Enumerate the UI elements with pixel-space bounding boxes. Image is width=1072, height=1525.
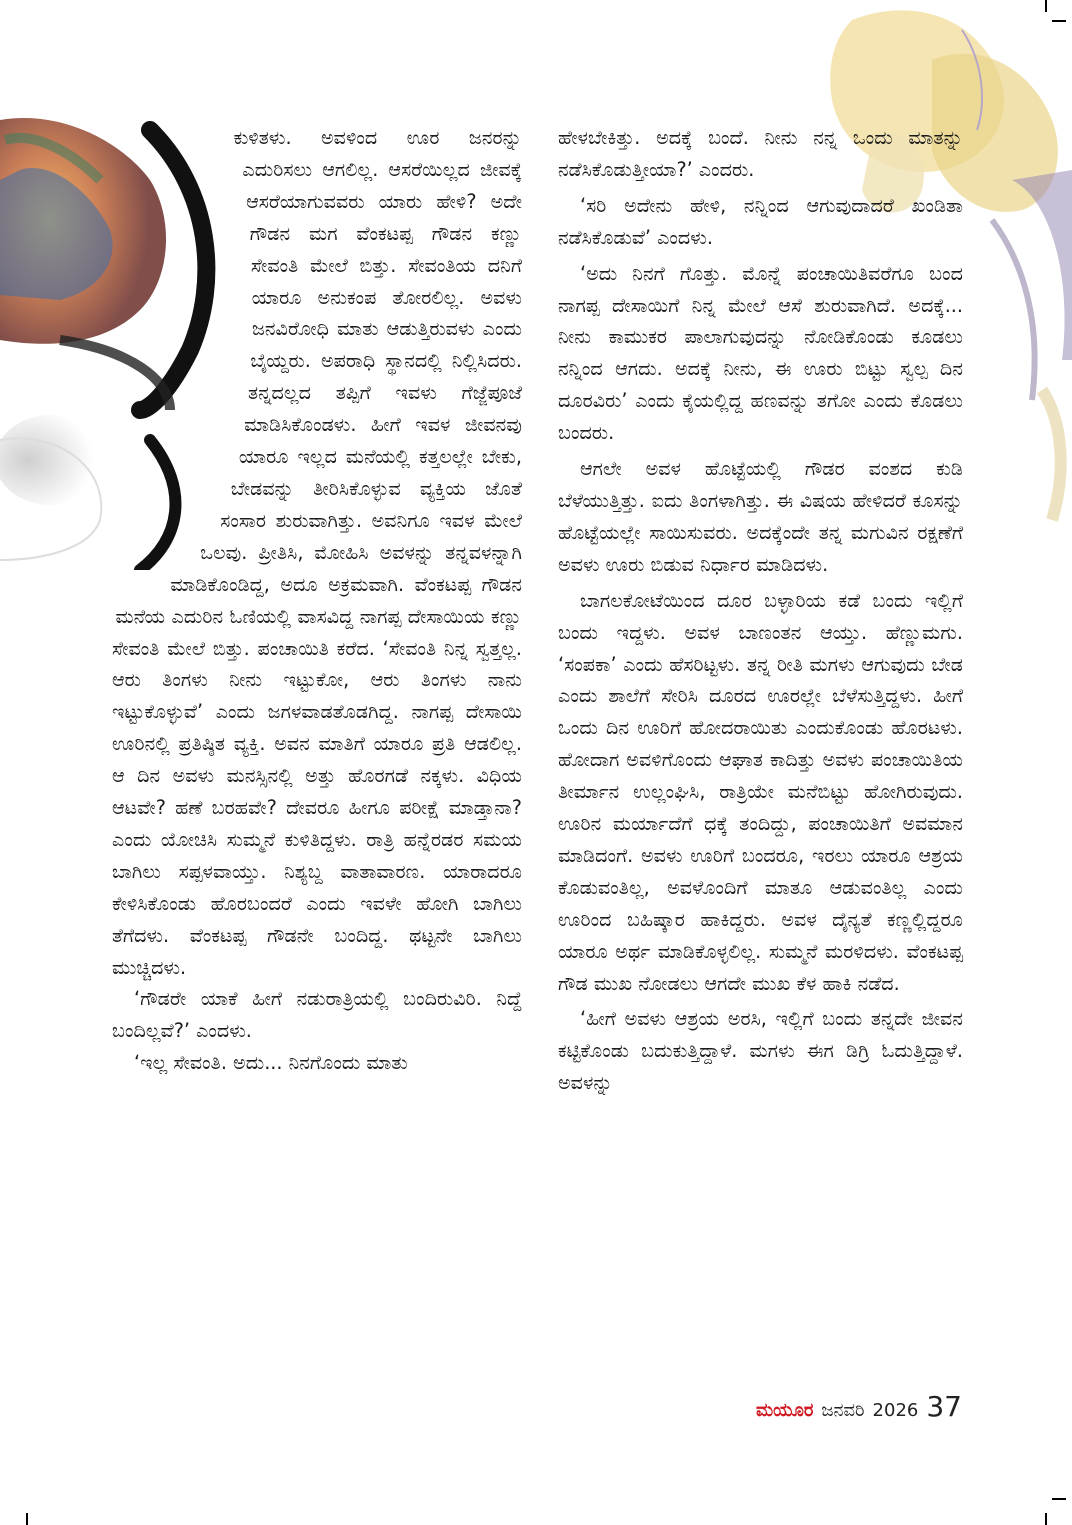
page-number: 37 [926, 1390, 962, 1423]
page-footer [756, 1390, 962, 1423]
article-column-left [112, 122, 522, 1079]
paragraph: ‘ಹೀಗೆ ಅವಳು ಆಶ್ರಯ ಅರಸಿ, ಇಲ್ಲಿಗೆ ಬಂದು ತನ್ನದೇ ಜೀವನ ಕಟ್ಟಿಕೊಂಡು ಬದುಕುತ್ತಿದ್ದಾಳೆ. ಮಗಳು ಈಗ ಡಿಗ್ರಿ ಓದುತ್ತಿದ್ದಾಳೆ. ಅವಳನ್ನು [558, 1007, 963, 1095]
crop-mark [26, 1513, 28, 1525]
paragraph: ಬಾಗಲಕೋಟೆಯಿಂದ ದೂರ ಬಳ್ಳಾರಿಯ ಕಡೆ ಬಂದು ಇಲ್ಲಿಗೆ ಬಂದು ಇದ್ದಳು. ಅವಳ ಬಾಣಂತನ ಆಯ್ತು. ಹೆಣ್ಣುಮಗು. ‘ಸಂಪಕಾ’ ಎಂದು ಹೆಸರಿಟ್ಟಳು. ತನ್ನ ರೀತಿ ಮಗಳು ಆಗುವುದು ಬೇಡ ಎಂದು ಶಾಲೆಗೆ ಸೇರಿಸಿ ದೂರದ ಊರಲ್ಲೇ ಬೆಳೆಸುತ್ತಿದ್ದಳು. ಹೀಗೆ ಒಂದು ದಿನ ಊರಿಗೆ ಹೋದರಾಯಿತು ಎಂದುಕೊಂಡು ಹೊರಟಳು. ಹೋದಾಗ ಅವಳಿಗೊಂದು ಆಘಾತ ಕಾದಿತ್ತು ಅವಳು ಪಂಚಾಯಿತಿಯ ತೀರ್ಮಾನ ಉಲ್ಲಂಘಿಸಿ, ರಾತ್ರಿಯೇ ಮನೆಬಿಟ್ಟು ಹೋಗಿರುವುದು. ಊರಿನ ಮರ್ಯಾದೆಗೆ ಧಕ್ಕೆ ತಂದಿದ್ದು, ಪಂಚಾಯಿತಿಗೆ ಅವಮಾನ ಮಾಡಿದಂಗೆ. ಅವಳು ಊರಿಗೆ ಬಂದರೂ, ಇರಲು ಯಾರೂ ಆಶ್ರಯ ಕೊಡುವಂತಿಲ್ಲ, ಅವಳೊಂದಿಗೆ ಮಾತೂ ಆಡುವಂತಿಲ್ಲ ಎಂದು ಊರಿಂದ ಬಹಿಷ್ಕಾರ ಹಾಕಿದ್ದರು. ಅವಳ ದೈನ್ಯತೆ ಕಣ್ಣಲ್ಲಿದ್ದರೂ ಯಾರೂ ಅರ್ಥ ಮಾಡಿಕೊಳ್ಳಲಿಲ್ಲ. ಸುಮ್ಮನೆ ಮರಳಿದಳು. ವೆಂಕಟಪ್ಪ ಗೌಡ ಮುಖ ನೋಡಲು ಆಗದೇ ಮುಖ ಕೆಳ ಹಾಕಿ ನಡೆದ. [558, 588, 963, 995]
crop-mark [1052, 20, 1066, 22]
crop-mark [1045, 0, 1047, 12]
paragraph: ‘ಅದು ನಿನಗೆ ಗೊತ್ತು. ಮೊನ್ನೆ ಪಂಚಾಯಿತಿವರೆಗೂ ಬಂದ ನಾಗಪ್ಪ ದೇಸಾಯಿಗೆ ನಿನ್ನ ಮೇಲೆ ಆಸೆ ಶುರುವಾಗಿದೆ. ಅದಕ್ಕೆ... ನೀನು ಕಾಮುಕರ ಪಾಲಾಗುವುದನ್ನು ನೋಡಿಕೊಂಡು ಕೂಡಲು ನನ್ನಿಂದ ಆಗದು. ಅದಕ್ಕೆ ನೀನು, ಈ ಊರು ಬಿಟ್ಟು ಸ್ವಲ್ಪ ದಿನ ದೂರವಿರು’ ಎಂದು ಕೈಯಲ್ಲಿದ್ದ ಹಣವನ್ನು ತಗೋ ಎಂದು ಕೊಡಲು ಬಂದರು. [558, 261, 963, 445]
issue-year: 2026 [872, 1400, 919, 1421]
magazine-logo: ಮಯೂರ [755, 1400, 814, 1421]
paragraph: ಕುಳಿತಳು. ಅವಳಿಂದ ಊರ ಜನರನ್ನು ಎದುರಿಸಲು ಆಗಲಿಲ್ಲ. ಆಸರೆಯಿಲ್ಲದ ಜೀವಕ್ಕೆ ಆಸರೆಯಾಗುವವರು ಯಾರು ಹೇಳಿ? ಅದೇ ಗೌಡನ ಮಗ ವೆಂಕಟಪ್ಪ ಗೌಡನ ಕಣ್ಣು ಸೇವಂತಿ ಮೇಲೆ ಬಿತ್ತು. ಸೇವಂತಿಯ ದನಿಗೆ ಯಾರೂ ಅನುಕಂಪ ತೋರಲಿಲ್ಲ. ಅವಳು ಜನವಿರೋಧಿ ಮಾತು ಆಡುತ್ತಿರುವಳು ಎಂದು ಬೈಯ್ದರು. ಅಪರಾಧಿ ಸ್ಥಾನದಲ್ಲಿ ನಿಲ್ಲಿಸಿದರು. ತನ್ನದಲ್ಲದ ತಪ್ಪಿಗೆ ಇವಳು ಗೆಜ್ಜೆಪೂಜೆ ಮಾಡಿಸಿಕೊಂಡಳು. ಹೀಗೆ ಇವಳ ಜೀವನವು ಯಾರೂ ಇಲ್ಲದ ಮನೆಯಲ್ಲಿ ಕತ್ತಲಲ್ಲೇ ಬೇಕು, ಬೇಡವನ್ನು ತೀರಿಸಿಕೊಳ್ಳುವ ವ್ಯಕ್ತಿಯ ಜೊತೆ ಸಂಸಾರ ಶುರುವಾಗಿತ್ತು. ಅವನಿಗೂ ಇವಳ ಮೇಲೆ ಒಲವು. ಪ್ರೀತಿಸಿ, ಮೋಹಿಸಿ ಅವಳನ್ನು ತನ್ನವಳನ್ನಾಗಿ ಮಾಡಿಕೊಂಡಿದ್ದ, ಅದೂ ಅಕ್ರಮವಾಗಿ. ವೆಂಕಟಪ್ಪ ಗೌಡನ ಮನೆಯ ಎದುರಿನ ಓಣಿಯಲ್ಲಿ ವಾಸವಿದ್ದ ನಾಗಪ್ಪ ದೇಸಾಯಿಯ ಕಣ್ಣು ಸೇವಂತಿ ಮೇಲೆ ಬಿತ್ತು. ಪಂಚಾಯಿತಿ ಕರೆದ. ‘ಸೇವಂತಿ ನಿನ್ನ ಸ್ವತ್ತಲ್ಲ. ಆರು ತಿಂಗಳು ನೀನು ಇಟ್ಟುಕೋ, ಆರು ತಿಂಗಳು ನಾನು ಇಟ್ಟುಕೊಳ್ಳುವೆ’ ಎಂದು ಜಗಳವಾಡತೊಡಗಿದ್ದ. ನಾಗಪ್ಪ ದೇಸಾಯಿ ಊರಿನಲ್ಲಿ ಪ್ರತಿಷ್ಠಿತ ವ್ಯಕ್ತಿ. ಅವನ ಮಾತಿಗೆ ಯಾರೂ ಪ್ರತಿ ಆಡಲಿಲ್ಲ. ಆ ದಿನ ಅವಳು ಮನಸ್ಸಿನಲ್ಲಿ ಅತ್ತು ಹೊರಗಡೆ ನಕ್ಕಳು. ವಿಧಿಯ ಆಟವೇ? ಹಣೆ ಬರಹವೇ? ದೇವರೂ ಹೀಗೂ ಪರೀಕ್ಷೆ ಮಾಡ್ತಾನಾ? ಎಂದು ಯೋಚಿಸಿ ಸುಮ್ಮನೆ ಕುಳಿತಿದ್ದಳು. ರಾತ್ರಿ ಹನ್ನೆರಡರ ಸಮಯ ಬಾಗಿಲು ಸಪ್ಪಳವಾಯ್ತು. ನಿಶ್ಯಬ್ದ ವಾತಾವಾರಣ. ಯಾರಾದರೂ ಕೇಳಿಸಿಕೊಂಡು ಹೊರಬಂದರೆ ಎಂದು ಇವಳೇ ಹೋಗಿ ಬಾಗಿಲು ತೆಗೆದಳು. ವೆಂಕಟಪ್ಪ ಗೌಡನೇ ಬಂದಿದ್ದ. ಥಟ್ಟನೇ ಬಾಗಿಲು ಮುಚ್ಚಿದಳು. [112, 126, 522, 979]
paragraph: ಆಗಲೇ ಅವಳ ಹೊಟ್ಟೆಯಲ್ಲಿ ಗೌಡರ ವಂಶದ ಕುಡಿ ಬೆಳೆಯುತ್ತಿತ್ತು. ಐದು ತಿಂಗಳಾಗಿತ್ತು. ಈ ವಿಷಯ ಹೇಳಿದರೆ ಕೂಸನ್ನು ಹೊಟ್ಟೆಯಲ್ಲೇ ಸಾಯಿಸುವರು. ಅದಕ್ಕೆಂದೇ ತನ್ನ ಮಗುವಿನ ರಕ್ಷಣೆಗೆ ಅವಳು ಊರು ಬಿಡುವ ನಿರ್ಧಾರ ಮಾಡಿದಳು. [558, 457, 963, 576]
article-column-right [558, 122, 963, 1099]
crop-mark [1045, 1513, 1047, 1525]
paragraph: ‘ಸರಿ ಅದೇನು ಹೇಳಿ, ನನ್ನಿಂದ ಆಗುವುದಾದರೆ ಖಂಡಿತಾ ನಡೆಸಿಕೊಡುವೆ’ ಎಂದಳು. [558, 193, 963, 249]
paragraph: ‘ಗೌಡರೇ ಯಾಕೆ ಹೀಗೆ ನಡುರಾತ್ರಿಯಲ್ಲಿ ಬಂದಿರುವಿರಿ. ನಿದ್ದೆ ಬಂದಿಲ್ಲವೆ?’ ಎಂದಳು. [112, 987, 522, 1043]
crop-mark [1052, 1498, 1066, 1500]
paragraph: ಹೇಳಬೇಕಿತ್ತು. ಅದಕ್ಕೆ ಬಂದೆ. ನೀನು ನನ್ನ ಒಂದು ಮಾತನ್ನು ನಡೆಸಿಕೊಡುತ್ತೀಯಾ?’ ಎಂದರು. [558, 126, 963, 181]
paragraph: ‘ಇಲ್ಲ ಸೇವಂತಿ. ಅದು... ನಿನಗೊಂದು ಮಾತು [134, 1051, 408, 1075]
issue-month: ಜನವರಿ [821, 1400, 865, 1421]
